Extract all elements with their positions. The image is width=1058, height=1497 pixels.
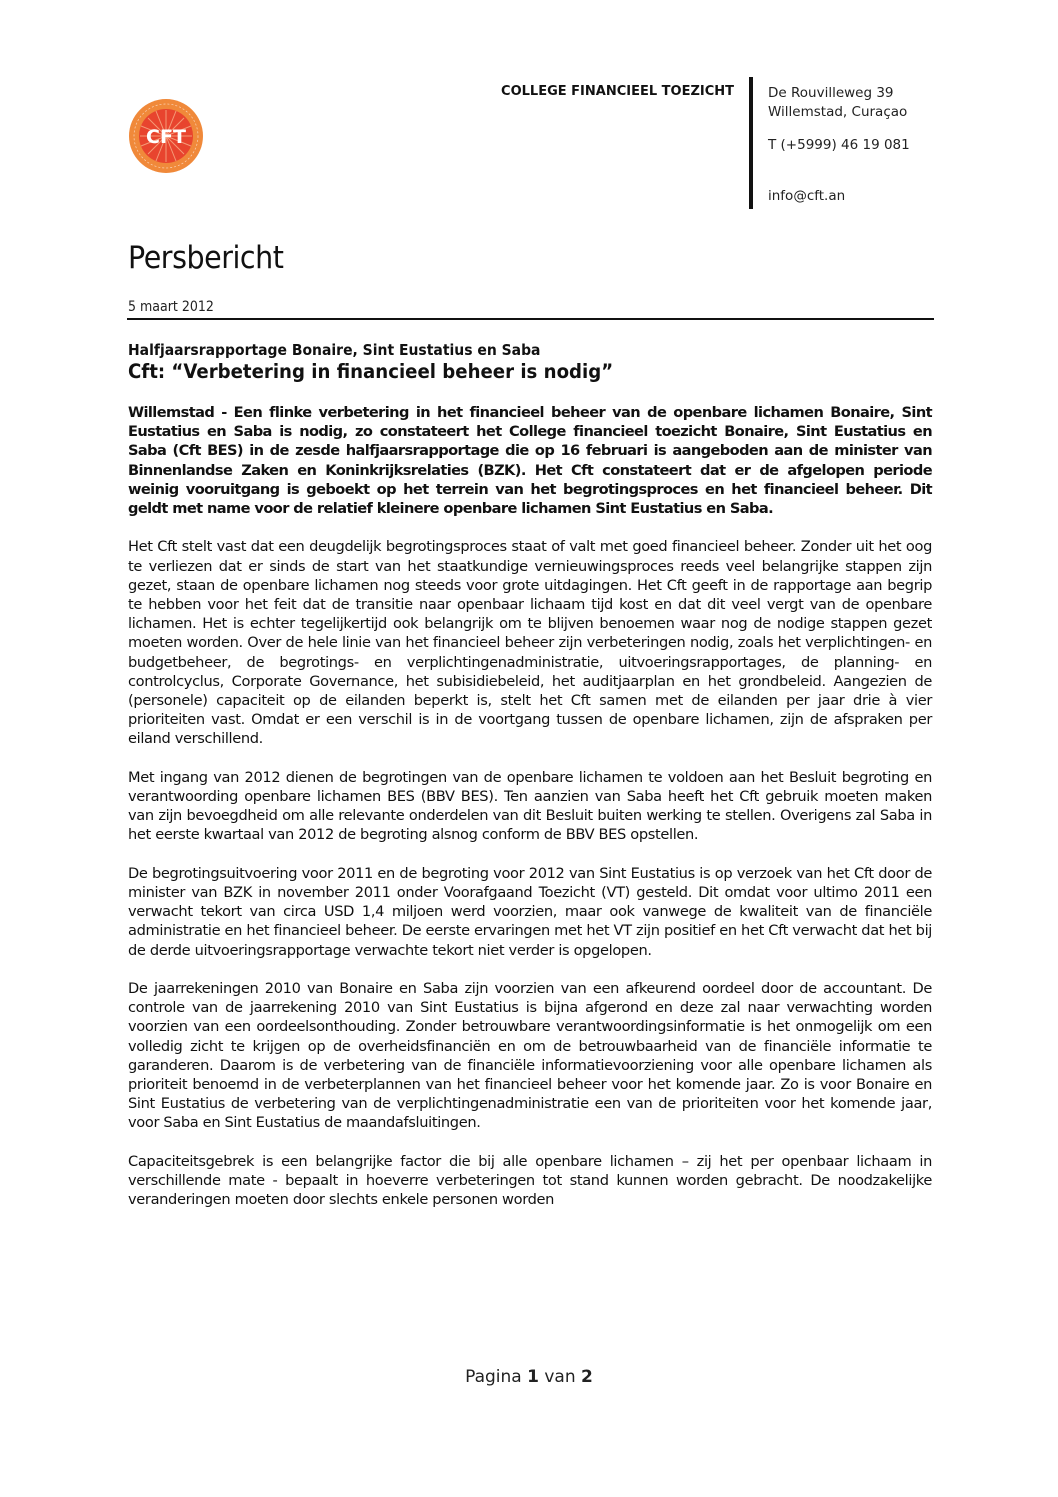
paragraph: De jaarrekeningen 2010 van Bonaire en Saba zijn voorzien van een afkeurend oordeel door de accountant. De controle van de jaarrekening 2010 van Sint Eustatius is bijna afgerond en deze zal naar verwachting worden voorzien van een oordeelsonthouding. Zonder betrouwbare verantwoordingsinformatie is het onmogelijk om een volledig zicht te krijgen op de overheidsfinanciën en om de betrouwbaarheid van de financiële informatie te garanderen. Daarom is de verbetering van de financiële informatievoorziening voor alle openbare lichamen als prioriteit benoemd in de verbeterplannen van het financieel beheer voor het komende jaar. Zo is voor Bonaire en Sint Eustatius de verbetering van de verplichtingenadministratie een van de prioriteiten voor het komende jaar, voor Saba en Sint Eustatius de maandafsluitingen.	[128, 980, 932, 1132]
paragraph: Het Cft stelt vast dat een deugdelijk begrotingsproces staat of valt met goed financieel beheer. Zonder uit het oog te verliezen dat er sinds de start van het staatkundige vernieuwingsproces reeds veel belangrijke stappen zijn gezet, staan de openbare lichamen nog steeds voor grote uitdagingen. Het Cft geeft in de rapportage aan begrip te hebben voor het feit dat de transitie naar openbaar lichaam tijd kost en dat dit veel vergt van de openbare lichamen. Het is echter tegelijkertijd ook belangrijk om te blijven benoemen waar nog de nodige stappen gezet moeten worden. Over de hele linie van het financieel beheer zijn verbeteringen nodig, zoals het verplichtingen- en budgetbeheer, de begrotings- en verplichtingenadministratie, uitvoeringsrapportages, de planning- en controlcyclus, Corporate Governance, het subisidiebeleid, het auditjaarplan en het grondbeleid. Aangezien de (personele) capaciteit op de eilanden beperkt is, stelt het Cft samen met de eilanden per jaar drie à vier prioriteiten vast. Omdat er een verschil is in de voortgang tussen de openbare lichamen, zijn de afspraken per eiland verschillend.	[128, 538, 932, 748]
paragraph: Met ingang van 2012 dienen de begrotingen van de openbare lichamen te voldoen aan het Besluit begroting en verantwoording openbare lichamen BES (BBV BES). Ten aanzien van Saba heeft het Cft gebruik moeten maken van zijn bevoegdheid om alle relevante onderdelen van dit Besluit buiten werking te stellen. Overigens zal Saba in het eerste kwartaal van 2012 de begroting alsnog conform de BBV BES opstellen.	[128, 768, 932, 844]
email-link[interactable]: info@cft.an	[768, 188, 846, 204]
page-label: Pagina	[465, 1367, 522, 1387]
svg-text:CFT: CFT	[146, 126, 186, 148]
organization-name: COLLEGE FINANCIEEL TOEZICHT	[501, 84, 734, 99]
paragraph: De begrotingsuitvoering voor 2011 en de begroting voor 2012 van Sint Eustatius is op verzoek van het Cft door de minister van BZK in november 2011 onder Voorafgaand Toezicht (VT) gesteld. Dit omdat voor ultimo 2011 een verwacht tekort van circa USD 1,4 miljoen werd voorzien, maar ook vanwege de kwaliteit van de financiële administratie en het financieel beheer. De eerste ervaringen met het VT zijn positief en het Cft verwacht dat het bij de derde uitvoeringsrapportage verwachte tekort niet verder is opgelopen.	[128, 864, 932, 959]
article-body	[128, 403, 932, 1229]
phone-number: T (+5999) 46 19 081	[768, 137, 910, 153]
header-divider	[749, 77, 753, 209]
title-divider	[127, 318, 934, 320]
paragraph: Capaciteitsgebrek is een belangrijke factor die bij alle openbare lichamen – zij het per openbaar lichaam in verschillende mate - bepaalt in hoeverre verbeteringen tot stand kunnen worden gebracht. De noodzakelijke veranderingen moeten door slechts enkele personen worden	[128, 1152, 932, 1209]
page-current: 1	[527, 1367, 539, 1387]
page-title: Persbericht	[128, 240, 284, 276]
address-line-1: De Rouvilleweg 39	[768, 85, 894, 101]
headline: Cft: “Verbetering in financieel beheer is nodig”	[128, 360, 614, 383]
page-total: 2	[581, 1367, 593, 1387]
kicker: Halfjaarsrapportage Bonaire, Sint Eustatius en Saba	[128, 341, 541, 359]
page-separator: van	[544, 1367, 576, 1387]
page-number	[0, 1367, 1058, 1387]
contact-block	[768, 84, 910, 206]
cft-logo-icon	[128, 98, 204, 174]
lead-paragraph: Willemstad - Een flinke verbetering in het financieel beheer van de openbare lichamen Bonaire, Sint Eustatius en Saba is nodig, zo constateert het College financieel toezicht Bonaire, Sint Eustatius en Saba (Cft BES) in de zesde halfjaarsrapportage die op 16 februari is aangeboden aan de minister van Binnenlandse Zaken en Koninkrijksrelaties (BZK). Het Cft constateert dat er de afgelopen periode weinig vooruitgang is geboekt op het terrein van het begrotingsproces en het financieel beheer. Dit geldt met name voor de relatief kleinere openbare lichamen Sint Eustatius en Saba.	[128, 404, 932, 518]
publication-date: 5 maart 2012	[128, 299, 214, 315]
address-line-2: Willemstad, Curaçao	[768, 104, 908, 120]
